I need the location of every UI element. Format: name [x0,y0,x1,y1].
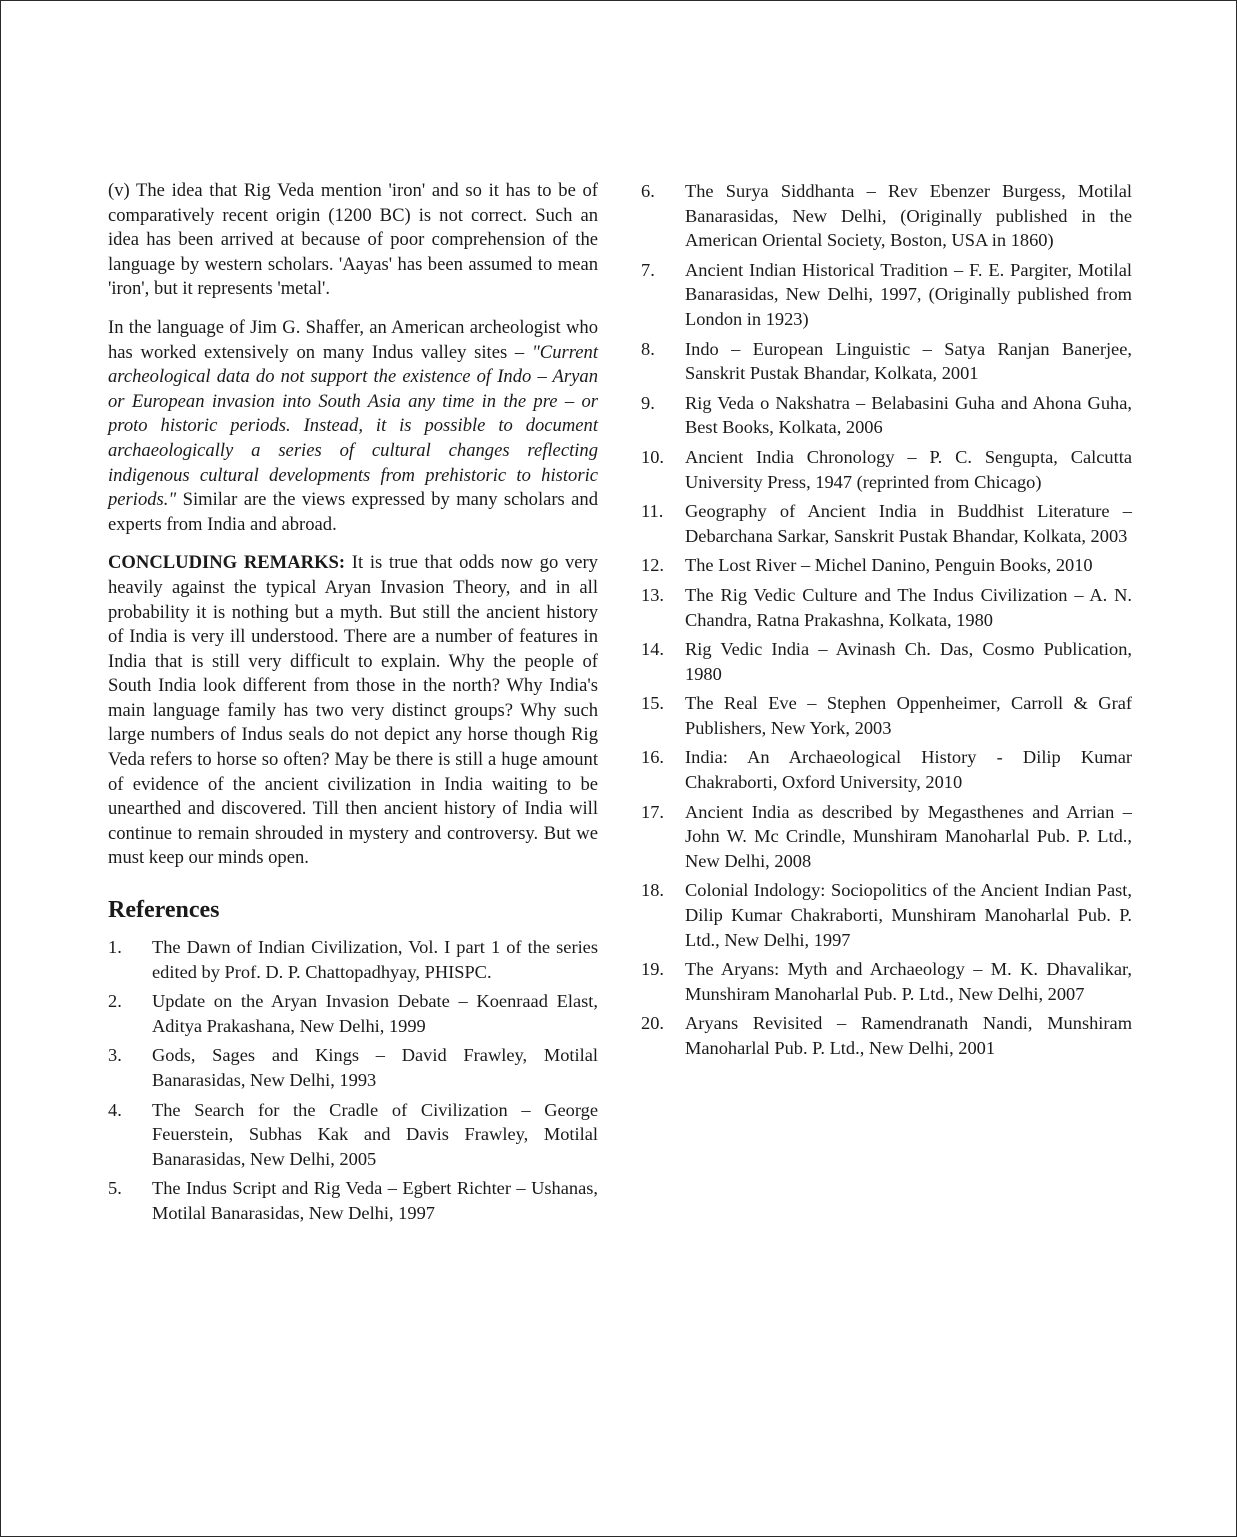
reference-number: 4. [108,1099,122,1120]
reference-number: 20. [641,1013,664,1034]
reference-text: Aryans Revisited – Ramendranath Nandi, Munshiram Manoharlal Pub. P. Ltd., New Delhi, 2001 [685,1013,1132,1058]
reference-text: India: An Archaeological History - Dilip Kumar Chakraborti, Oxford University, 2010 [685,747,1132,793]
reference-item [641,179,1132,253]
reference-number: 16. [641,747,664,768]
reference-number: 14. [641,639,664,660]
reference-item [108,935,598,984]
paragraph-concluding [108,551,598,871]
reference-text: The Surya Siddhanta – Rev Ebenzer Burgess, Motilal Banarasidas, New Delhi, (Originally published in the American Oriental Society, Boston, USA in 1860) [685,181,1132,251]
reference-item [641,445,1132,494]
shaffer-intro: In the language of Jim G. Shaffer, an American archeologist who has worked extensively on many Indus valley sites – [108,316,598,363]
reference-text: Colonial Indology: Sociopolitics of the Ancient Indian Past, Dilip Kumar Chakraborti, Munshiram Manoharlal Pub. P. Ltd., New Delhi, 1997 [685,880,1132,950]
paragraph-shaffer [108,316,598,537]
reference-text: The Rig Vedic Culture and The Indus Civilization – A. N. Chandra, Ratna Prakashna, Kolkata, 1980 [685,584,1132,630]
reference-number: 13. [641,584,664,605]
reference-text: Ancient India as described by Megasthenes and Arrian – John W. Mc Crindle, Munshiram Manoharlal Pub. P. Ltd., New Delhi, 2008 [685,801,1132,871]
reference-number: 8. [641,338,655,359]
reference-item [108,989,598,1038]
reference-item [641,583,1132,632]
reference-number: 17. [641,801,664,822]
shaffer-quote: "Current archeological data do not support the existence of Indo – Aryan or European invasion into South Asia any time in the pre – or proto historic periods. Instead, it is possible to document archaeologically a series of cultural changes reflecting indigenous cultural developments from prehistoric to historic periods." [108,341,598,511]
reference-number: 9. [641,392,655,413]
reference-number: 1. [108,937,122,958]
reference-item [641,800,1132,874]
reference-item [641,745,1132,794]
reference-item [108,1176,598,1225]
reference-number: 5. [108,1178,122,1199]
reference-number: 10. [641,446,664,467]
reference-text: Indo – European Linguistic – Satya Ranjan Banerjee, Sanskrit Pustak Bhandar, Kolkata, 2001 [685,338,1132,384]
reference-item [641,637,1132,686]
reference-text: The Search for the Cradle of Civilization – George Feuerstein, Subhas Kak and Davis Frawley, Motilal Banarasidas, New Delhi, 2005 [152,1099,598,1169]
reference-text: Update on the Aryan Invasion Debate – Koenraad Elast, Aditya Prakashana, New Delhi, 1999 [152,991,598,1036]
shaffer-outro: Similar are the views expressed by many scholars and experts from India and abroad. [108,489,598,535]
reference-text: Gods, Sages and Kings – David Frawley, Motilal Banarasidas, New Delhi, 1993 [152,1045,598,1090]
reference-number: 15. [641,693,664,714]
reference-number: 12. [641,555,664,576]
references-heading: References [108,897,220,924]
reference-text: Ancient India Chronology – P. C. Sengupta, Calcutta University Press, 1947 (reprinted from Chicago) [685,446,1132,492]
reference-text: The Indus Script and Rig Veda – Egbert Richter – Ushanas, Motilal Banarasidas, New Delhi, 1997 [152,1178,598,1223]
reference-number: 11. [641,501,664,522]
right-column [641,179,1132,1066]
concluding-label: CONCLUDING REMARKS: [108,552,346,574]
reference-number: 7. [641,259,655,280]
reference-item [641,1011,1132,1060]
reference-text: The Lost River – Michel Danino, Penguin Books, 2010 [685,555,1093,576]
reference-text: The Real Eve – Stephen Oppenheimer, Carroll & Graf Publishers, New York, 2003 [685,693,1132,738]
reference-item [641,499,1132,548]
reference-list-right [641,179,1132,1061]
reference-text: Ancient Indian Historical Tradition – F. E. Pargiter, Motilal Banarasidas, New Delhi, 1997, (Originally published from London in 1923) [685,259,1132,329]
reference-text: The Dawn of Indian Civilization, Vol. I part 1 of the series edited by Prof. D. P. Chattopadhyay, PHISPC. [152,937,598,982]
reference-text: Rig Vedic India – Avinash Ch. Das, Cosmo Publication, 1980 [685,639,1132,684]
reference-item [641,337,1132,386]
reference-item [641,691,1132,740]
reference-item [641,878,1132,952]
reference-number: 19. [641,959,664,980]
reference-item [641,391,1132,440]
left-column [108,179,598,1231]
reference-text: Geography of Ancient India in Buddhist Literature – Debarchana Sarkar, Sanskrit Pustak Bhandar, Kolkata, 2003 [685,501,1132,546]
reference-number: 18. [641,880,664,901]
reference-text: Rig Veda o Nakshatra – Belabasini Guha and Ahona Guha, Best Books, Kolkata, 2006 [685,392,1132,438]
reference-item [641,553,1132,578]
reference-item [641,258,1132,332]
reference-item [641,957,1132,1006]
concluding-text: It is true that odds now go very heavily against the typical Aryan Invasion Theory, and in all probability it is nothing but a myth. But still the ancient history of India is very ill understood. There are a number of features in India that is still very difficult to explain. Why the people of South India look different from those in the north? Why India's main language family has two very distinct groups? Why such large numbers of Indus seals do not depict any horse though Rig Veda refers to horse so often? May be there is still a huge amount of evidence of the ancient civilization in India waiting to be unearthed and discovered. Till then ancient history of India will continue to remain shrouded in mystery and controversy. But we must keep our minds open. [108,552,598,869]
reference-number: 3. [108,1045,122,1066]
reference-text: The Aryans: Myth and Archaeology – M. K. Dhavalikar, Munshiram Manoharlal Pub. P. Ltd., New Delhi, 2007 [685,959,1132,1004]
reference-list-left [108,935,598,1226]
reference-item [108,1043,598,1092]
reference-item [108,1098,598,1172]
reference-number: 2. [108,991,122,1012]
reference-number: 6. [641,181,655,201]
paragraph-iron: (v) The idea that Rig Veda mention 'iron' and so it has to be of comparatively recent origin (1200 BC) is not correct. Such an idea has been arrived at because of poor comprehension of the language by western scholars. 'Aayas' has been assumed to mean 'iron', but it represents 'metal'. [108,180,598,300]
